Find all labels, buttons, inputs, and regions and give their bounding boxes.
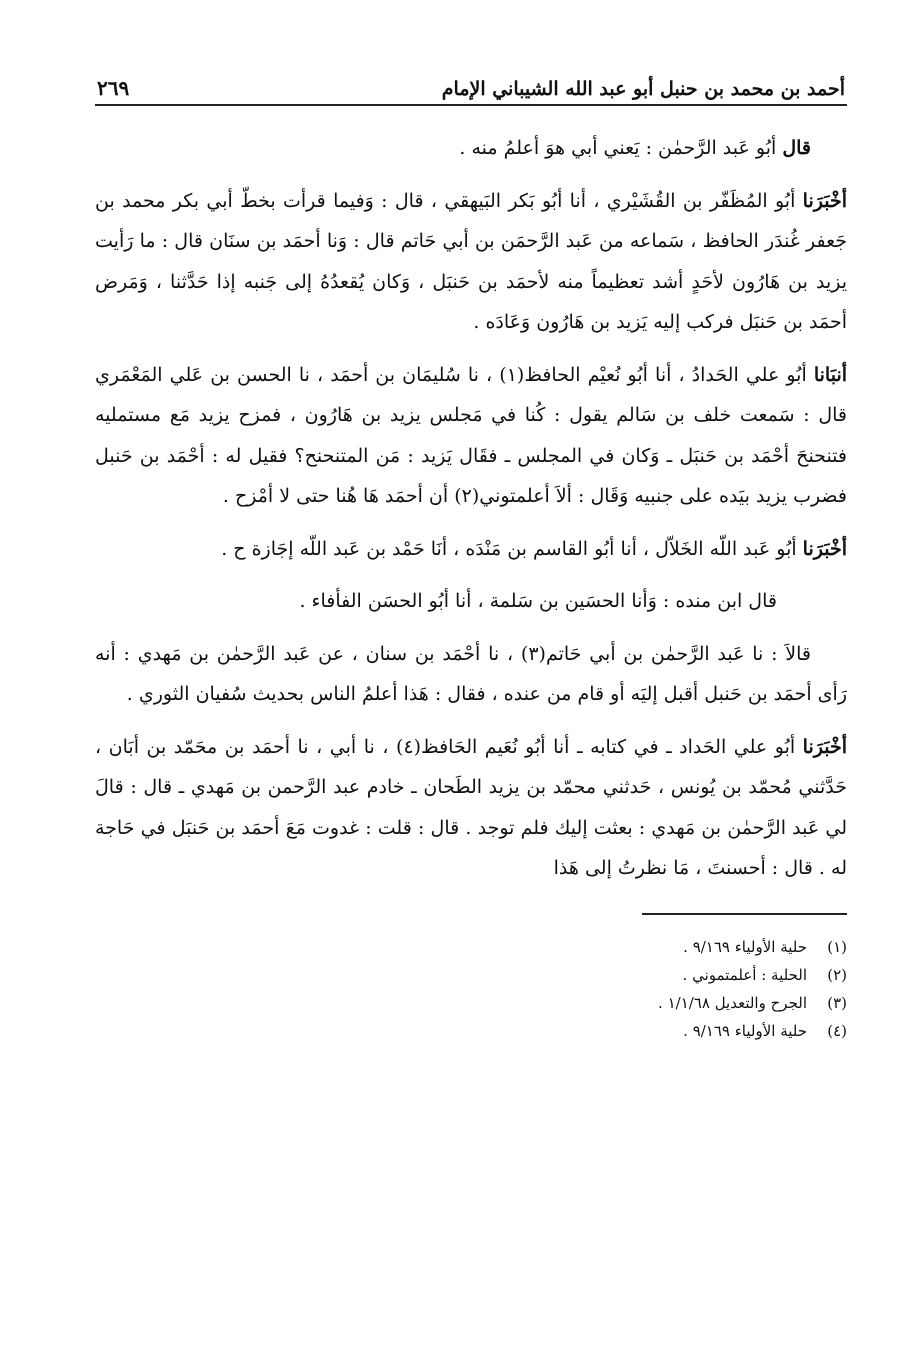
footnote [95, 961, 847, 989]
footnote-text: الجرح والتعديل ١/١/٦٨ . [658, 993, 807, 1012]
paragraph [95, 128, 847, 169]
paragraph [95, 181, 847, 343]
page-header [95, 62, 847, 106]
footnote-text: الحلية : أعلمتموني . [682, 965, 807, 984]
footnote [95, 989, 847, 1017]
paragraph-text: أبُو عَبد الرَّحمٰن : يَعني أبي هوَ أعلمُ منه . [459, 137, 783, 159]
footnote-number: (٣) [827, 993, 847, 1012]
footnote-divider [642, 913, 847, 915]
body-text [95, 128, 847, 889]
footnote-text: حلية الأولياء ٩/١٦٩ . [683, 1021, 807, 1040]
paragraph-text: أبُو عَبد اللّه الخَلاّل ، أنا أبُو القاسم بن مَنْدَه ، أنَا حَمْد بن عَبد اللّه إجَازة ح . [221, 537, 803, 560]
paragraph [95, 634, 847, 715]
footnote-number: (١) [827, 937, 847, 956]
paragraph-lead: أخْبَرَنا [802, 735, 847, 758]
footnote-number: (٤) [827, 1021, 847, 1040]
paragraph-lead: أنبَانا [813, 363, 848, 386]
paragraph-text: قال ابن منده : وَأنا الحسَين بن سَلمة ، أنا أبُو الحسَن الفأفاء . [299, 590, 777, 612]
footnotes [95, 933, 847, 1045]
page-number: ٢٦٩ [97, 76, 130, 100]
paragraph-text: أبُو علي الحَدادُ ، أنا أبُو نُعيْم الحافظ(١) ، نا سُليمَان بن أحمَد ، نا الحسن بن عَلي المَعْمَري قال : سَمعت خلف بن سَالم يقول : كُنا في مَجلس يزيد بن هَارُون ، فمزح يزيد مَع مستمليه فتنحنحَ أحْمَد بن حَنبَل ـ وَكان في المجلس ـ فقَال يَزيد : مَن المتنحنح؟ فقيل له : أحْمَد بن حَنبل فضرب يزيد بيَده على جنبيه وَقَال : ألاَ أعلمتوني(٢) أن أحمَد هَا هُنا حتى لا أمْزح . [95, 363, 847, 507]
paragraph [95, 727, 847, 889]
paragraph [95, 581, 847, 622]
paragraph-text: أبُو علي الحَداد ـ في كتابه ـ أنا أبُو نُعَيم الحَافظ(٤) ، نا أبي ، نا أحمَد بن محَمّد بن أبَان ، حَدَّثني مُحمّد بن يُونس ، حَدثني محمّد بن يزيد الطَحان ـ خادم عبد الرَّحمن بن مَهدي ـ قال : قالَ لي عَبد الرَّحمٰن بن مَهدي : بعثت إليك فلم توجد . قال : قلت : غدوت مَعَ أحمَد بن حَنبَل في حَاجة له . قال : أحسنتَ ، مَا نظرتُ إلى هَذا [95, 735, 847, 879]
footnote [95, 1017, 847, 1045]
paragraph-text: أبُو المُظَفّر بن القُشَيْري ، أنا أبُو بَكر البَيهقي ، قال : وَفيما قرأت بخطّ أبي بكر محمد بن جَعفر غُندَر الحافظ ، سَماعه من عَبد الرَّحمَن بن أبي حَاتم قال : وَنا أحمَد بن سنَان قال : ما رَأيت يزيد بن هَارُون لأحَدٍ أشد تعظيماً منه لأحمَد بن حَنبَل ، وَكان يُقعدُهُ إلى جَنبه إذا حَدَّثنا ، وَمَرض أحمَد بن حَنبَل فركب إليه يَزيد بن هَارُون وَعَادَه . [95, 189, 847, 333]
running-title: أحمد بن محمد بن حنبل أبو عبد الله الشيباني الإمام [441, 78, 845, 100]
footnote [95, 933, 847, 961]
paragraph [95, 529, 847, 570]
book-page [95, 62, 847, 1332]
footnote-text: حلية الأولياء ٩/١٦٩ . [683, 937, 807, 956]
paragraph [95, 355, 847, 517]
paragraph-lead: قال [782, 137, 811, 159]
footnote-number: (٢) [827, 965, 847, 984]
paragraph-lead: أخْبَرَنا [802, 189, 847, 212]
paragraph-lead: أخْبَرَنا [802, 537, 847, 560]
paragraph-text: قالاَ : نا عَبد الرَّحمٰن بن أبي حَاتم(٣) ، نا أحْمَد بن سنان ، عن عَبد الرَّحمٰن بن مَهدي : أنه رَأى أحمَد بن حَنبل أقبل إليَه أو قام من عنده ، فقال : هَذا أعلمُ الناس بحديث سُفيان الثوري . [95, 642, 847, 705]
